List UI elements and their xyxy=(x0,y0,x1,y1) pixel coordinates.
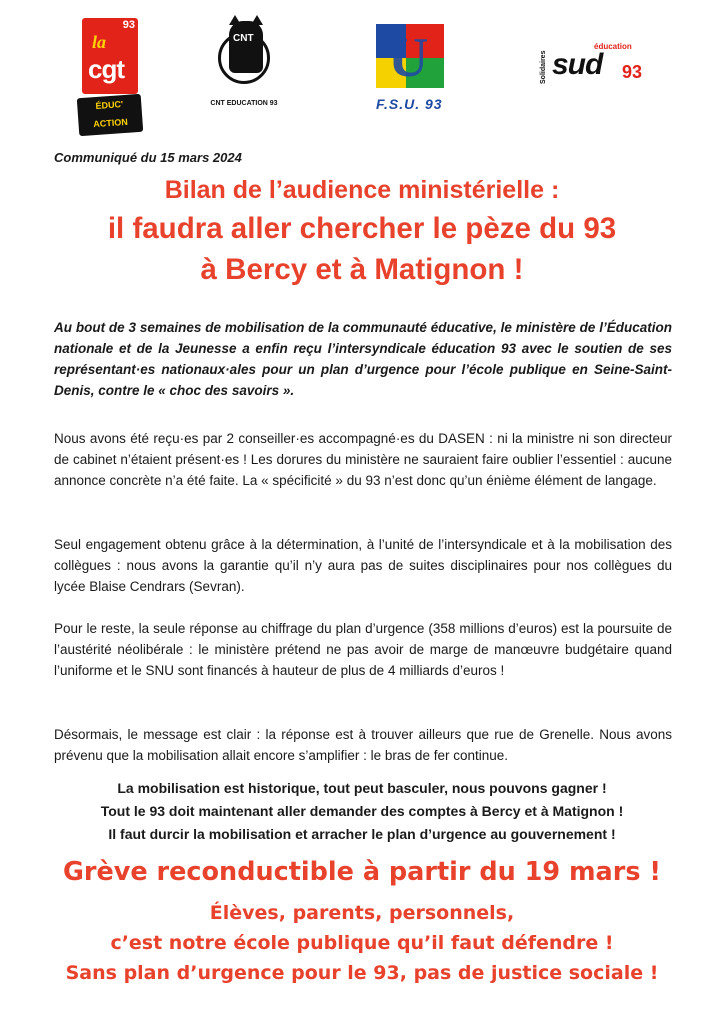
sud-solidaires: Solidaires xyxy=(540,50,547,84)
cnt-black-cat-emblem xyxy=(218,32,270,84)
cta-line-1: Élèves, parents, personnels, xyxy=(209,902,515,924)
bold-statement-2: Tout le 93 doit maintenant aller demander des comptes à Bercy et à Matignon ! xyxy=(100,803,624,819)
cta-line-3: Sans plan d’urgence pour le 93, pas de justice sociale ! xyxy=(65,962,659,984)
union-logos xyxy=(0,14,724,134)
fsu-letter: U xyxy=(388,27,429,89)
cgt-la: la xyxy=(92,32,107,52)
sud-education-logo xyxy=(540,42,658,102)
black-cat-icon xyxy=(229,21,263,73)
title-line-2: il faudra aller chercher le pèze du 93 xyxy=(107,212,617,245)
body-paragraph-1: Nous avons été reçu·es par 2 conseiller·es accompagné·es du DASEN : ni la ministre ni son directeur de cabinet n’étaient présent·es ! Les dorures du ministère ne sauraient faire oublier l’essentiel : aucune annonce concrète n’a été faite. La « spécificité » du 93 n’est donc qu’un énième élément de langage. xyxy=(54,431,672,488)
cgt-name: cgt xyxy=(88,54,124,84)
fsu-logo xyxy=(372,24,448,124)
lead-paragraph: Au bout de 3 semaines de mobilisation de la communauté éducative, le ministère de l’Éducation nationale et de la Jeunesse a enfin reçu l’intersyndicale éducation 93 avec le soutien de ses représentant·es nationaux·ales pour un plan d’urgence pour l’école publique en Seine-Saint-Denis, contre le « choc des savoirs ». xyxy=(54,320,672,398)
cnt-letters: CNT xyxy=(233,33,254,44)
title-line-3: à Bercy et à Matignon ! xyxy=(200,253,524,286)
title-line-1: Bilan de l’audience ministérielle : xyxy=(164,176,560,204)
body-paragraph-3: Pour le reste, la seule réponse au chiffrage du plan d’urgence (358 millions d’euros) est la poursuite de l’austérité néolibérale : le ministère prétend ne pas avoir de marge de manœuvre budgétaire quand l’uniforme et le SNU sont financés à hauteur de plus de 4 milliards d’euros ! xyxy=(54,621,672,678)
cgt-red-block xyxy=(82,18,138,94)
cgt-number: 93 xyxy=(122,19,135,31)
cnt-education-logo xyxy=(208,24,280,116)
sud-number: 93 xyxy=(622,62,643,82)
strike-headline: Grève reconductible à partir du 19 mars ! xyxy=(62,857,662,887)
bold-statement-3: Il faut durcir la mobilisation et arracher le plan d’urgence au gouvernement ! xyxy=(108,826,616,842)
body-paragraph-4: Désormais, le message est clair : la réponse est à trouver ailleurs que rue de Grenelle. Nous avons prévenu que la mobilisation allait encore s’amplifier : le bras de fer continue. xyxy=(54,727,672,763)
sud-education-label: éducation xyxy=(594,42,632,51)
fsu-caption: F.S.U. 93 xyxy=(376,96,443,112)
communique-date: Communiqué du 15 mars 2024 xyxy=(54,150,242,165)
body-paragraph-2: Seul engagement obtenu grâce à la détermination, à l’unité de l’intersyndicale et à la mobilisation des collègues : nous avons la garantie qu’il n’y aura pas de suites disciplinaires pour nos collègues du lycée Blaise Cendrars (Sevran). xyxy=(54,537,672,594)
bold-statement-1: La mobilisation est historique, tout peut basculer, nous pouvons gagner ! xyxy=(117,780,607,796)
cgt-educ-action-logo xyxy=(78,18,142,136)
cnt-caption: CNT EDUCATION 93 xyxy=(210,100,278,107)
cgt-sub-1: ÉDUC' xyxy=(95,99,124,111)
cta-line-2: c’est notre école publique qu’il faut défendre ! xyxy=(110,932,614,954)
cgt-educ-action-badge xyxy=(77,94,143,136)
cgt-sub-2: ACTION xyxy=(93,116,129,130)
sud-name: sud xyxy=(552,48,603,81)
